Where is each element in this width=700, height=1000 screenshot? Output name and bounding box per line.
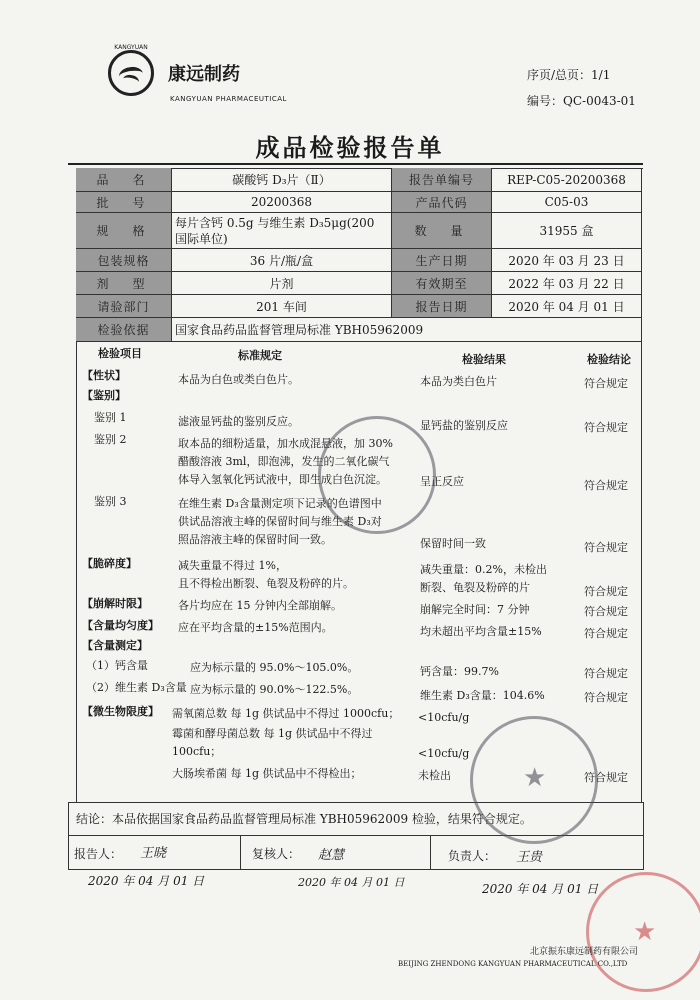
reporter-date: 2020 年 04 月 01 日	[88, 874, 205, 888]
package-label: 包装规格	[76, 249, 172, 272]
id3-result: 保留时间一致	[420, 537, 486, 550]
mfg-date-value: 2020 年 03 月 23 日	[492, 249, 642, 272]
assay-title: 【含量测定】	[82, 639, 148, 652]
report-no-label: 报告单编号	[392, 168, 492, 192]
report-title: 成品检验报告单	[255, 134, 445, 162]
stamp-star-icon: ★	[523, 763, 547, 793]
reviewer-signature: 赵慧	[318, 848, 345, 863]
manager-signature: 王贵	[516, 850, 543, 865]
disintegration-title: 【崩解时限】	[82, 597, 148, 610]
info-row-2	[76, 192, 642, 213]
disintegration-result: 崩解完全时间：7 分钟	[420, 603, 530, 616]
batch-value: 20200368	[172, 192, 392, 213]
logo-text: KANGYUAN	[114, 44, 148, 51]
package-value: 36 片/瓶/盒	[172, 249, 392, 272]
manager-date: 2020 年 04 月 01 日	[482, 882, 599, 896]
micro3-standard: 大肠埃希菌 每 1g 供试品中不得检出；	[172, 767, 362, 780]
id3-standard-line3: 照品溶液主峰的保留时间一致。	[178, 533, 332, 546]
uniformity-title: 【含量均匀度】	[82, 619, 159, 632]
reviewer-date: 2020 年 04 月 01 日	[298, 876, 405, 889]
document-number: 编号：QC-0043-01	[527, 94, 636, 108]
report-date-label: 报告日期	[392, 295, 492, 318]
id2-standard-line1: 取本品的细粉适量，加水成混悬液，加 30%	[178, 437, 393, 450]
assay2-name: （2）维生素 D₃含量	[86, 681, 187, 694]
assay2-conclusion: 符合规定	[584, 691, 628, 704]
character-conclusion: 符合规定	[584, 377, 628, 390]
id2-result: 呈正反应	[420, 475, 464, 488]
col-conclusion-header: 检验结论	[587, 353, 631, 366]
conclusion-text: 结论：本品依据国家食品药品监督管理局标准 YBH05962009 检验，结果符合规定。	[76, 812, 532, 826]
assay1-result: 钙含量：99.7%	[420, 665, 499, 678]
uniformity-result: 均未超出平均含量±15%	[420, 625, 542, 638]
uniformity-standard: 应在平均含量的±15%范围内。	[178, 621, 333, 634]
form-label: 剂 型	[76, 272, 172, 295]
reviewer-label: 复核人：	[252, 847, 301, 861]
id1-name: 鉴别 1	[94, 411, 127, 424]
basis-value: 国家食品药品监督管理局标准 YBH05962009	[172, 318, 642, 342]
title-divider	[68, 163, 643, 165]
id1-standard: 滤液显钙盐的鉴别反应。	[178, 415, 299, 428]
dept-label: 请验部门	[76, 295, 172, 318]
character-title: 【性状】	[82, 369, 126, 382]
micro2-result: <10cfu/g	[418, 747, 470, 760]
micro2-standard-line1: 霉菌和酵母菌总数 每 1g 供试品中不得过	[172, 727, 373, 740]
quantity-label: 数 量	[392, 213, 492, 249]
id2-name: 鉴别 2	[94, 433, 127, 446]
id1-conclusion: 符合规定	[584, 421, 628, 434]
microbial-conclusion: 符合规定	[584, 771, 628, 784]
expiry-value: 2022 年 03 月 22 日	[492, 272, 642, 295]
info-row-6	[76, 295, 642, 318]
product-code-label: 产品代码	[392, 192, 492, 213]
disintegration-standard: 各片均应在 15 分钟内全部崩解。	[178, 599, 342, 612]
company-english-name: KANGYUAN PHARMACEUTICAL	[170, 95, 287, 103]
id3-name: 鉴别 3	[94, 495, 127, 508]
microbial-title: 【微生物限度】	[82, 705, 159, 718]
dept-value: 201 车间	[172, 295, 392, 318]
reporter-signature: 王晓	[140, 846, 167, 861]
mfg-date-label: 生产日期	[392, 249, 492, 272]
inspection-stamp	[318, 416, 436, 534]
footer-company-cn: 北京振东康远制药有限公司	[530, 947, 639, 957]
quantity-value: 31955 盒	[492, 213, 642, 249]
id3-conclusion: 符合规定	[584, 541, 628, 554]
micro1-result: <10cfu/g	[418, 711, 470, 724]
friability-standard-line2: 且不得检出断裂、龟裂及粉碎的片。	[178, 577, 354, 590]
id2-conclusion: 符合规定	[584, 479, 628, 492]
info-row-4	[76, 249, 642, 272]
product-name-label: 品 名	[76, 168, 172, 192]
assay1-conclusion: 符合规定	[584, 667, 628, 680]
disintegration-conclusion: 符合规定	[584, 605, 628, 618]
assay1-name: （1）钙含量	[86, 659, 148, 672]
manager-label: 负责人：	[448, 849, 497, 863]
quality-stamp	[470, 716, 598, 844]
friability-result-line2: 断裂、龟裂及粉碎的片	[420, 581, 530, 594]
micro1-standard: 需氧菌总数 每 1g 供试品中不得过 1000cfu；	[172, 707, 400, 720]
company-name: 康远制药	[168, 64, 240, 85]
uniformity-conclusion: 符合规定	[584, 627, 628, 640]
id2-standard-line3: 体导入氢氧化钙试液中，即生成白色沉淀。	[178, 473, 387, 486]
red-stamp-star-icon: ★	[633, 917, 657, 947]
report-no-value: REP-C05-20200368	[492, 168, 642, 192]
friability-conclusion: 符合规定	[584, 585, 628, 598]
info-row-1	[76, 168, 642, 192]
report-date-value: 2020 年 04 月 01 日	[492, 295, 642, 318]
page-info: 序页/总页：1/1	[527, 68, 611, 82]
info-row-3	[76, 213, 642, 249]
red-stamp	[586, 872, 700, 992]
form-value: 片剂	[172, 272, 392, 295]
assay2-result: 维生素 D₃含量：104.6%	[420, 689, 545, 702]
spec-label: 规 格	[76, 213, 172, 249]
product-code-value: C05-03	[492, 192, 642, 213]
expiry-label: 有效期至	[392, 272, 492, 295]
signature-divider-1	[240, 836, 241, 870]
id3-standard-line2: 供试品溶液主峰的保留时间与维生素 D₃对	[178, 515, 382, 528]
character-standard: 本品为白色或类白色片。	[178, 373, 299, 386]
reporter-label: 报告人：	[74, 847, 123, 861]
id2-standard-line2: 醋酸溶液 3ml，即泡沸，发生的二氧化碳气	[178, 455, 390, 468]
micro3-result: 未检出	[418, 769, 451, 782]
info-row-7	[76, 318, 642, 342]
assay1-standard: 应为标示量的 95.0%～105.0%。	[190, 661, 359, 674]
assay2-standard: 应为标示量的 90.0%～122.5%。	[190, 683, 359, 696]
micro2-standard-line2: 100cfu；	[172, 745, 222, 758]
spec-value: 每片含钙 0.5g 与维生素 D₃5μg(200 国际单位)	[172, 213, 392, 249]
company-logo	[108, 50, 154, 96]
signature-divider-2	[430, 836, 431, 870]
col-item-header: 检验项目	[98, 347, 142, 360]
info-row-5	[76, 272, 642, 295]
id3-standard-line1: 在维生素 D₃含量测定项下记录的色谱图中	[178, 497, 382, 510]
friability-standard-line1: 减失重量不得过 1%，	[178, 559, 287, 572]
identification-title: 【鉴别】	[82, 389, 126, 402]
friability-result-line1: 减失重量：0.2%，未检出	[420, 563, 547, 576]
id1-result: 显钙盐的鉴别反应	[420, 419, 508, 432]
product-name-value: 碳酸钙 D₃片（Ⅱ）	[172, 168, 392, 192]
basis-label: 检验依据	[76, 318, 172, 342]
footer-company-en: BEIJING ZHENDONG KANGYUAN PHARMACEUTICAL CO.,LTD	[398, 960, 628, 968]
col-standard-header: 标准规定	[238, 349, 282, 362]
character-result: 本品为类白色片	[420, 375, 497, 388]
batch-label: 批 号	[76, 192, 172, 213]
friability-title: 【脆碎度】	[82, 557, 137, 570]
col-result-header: 检验结果	[462, 353, 506, 366]
